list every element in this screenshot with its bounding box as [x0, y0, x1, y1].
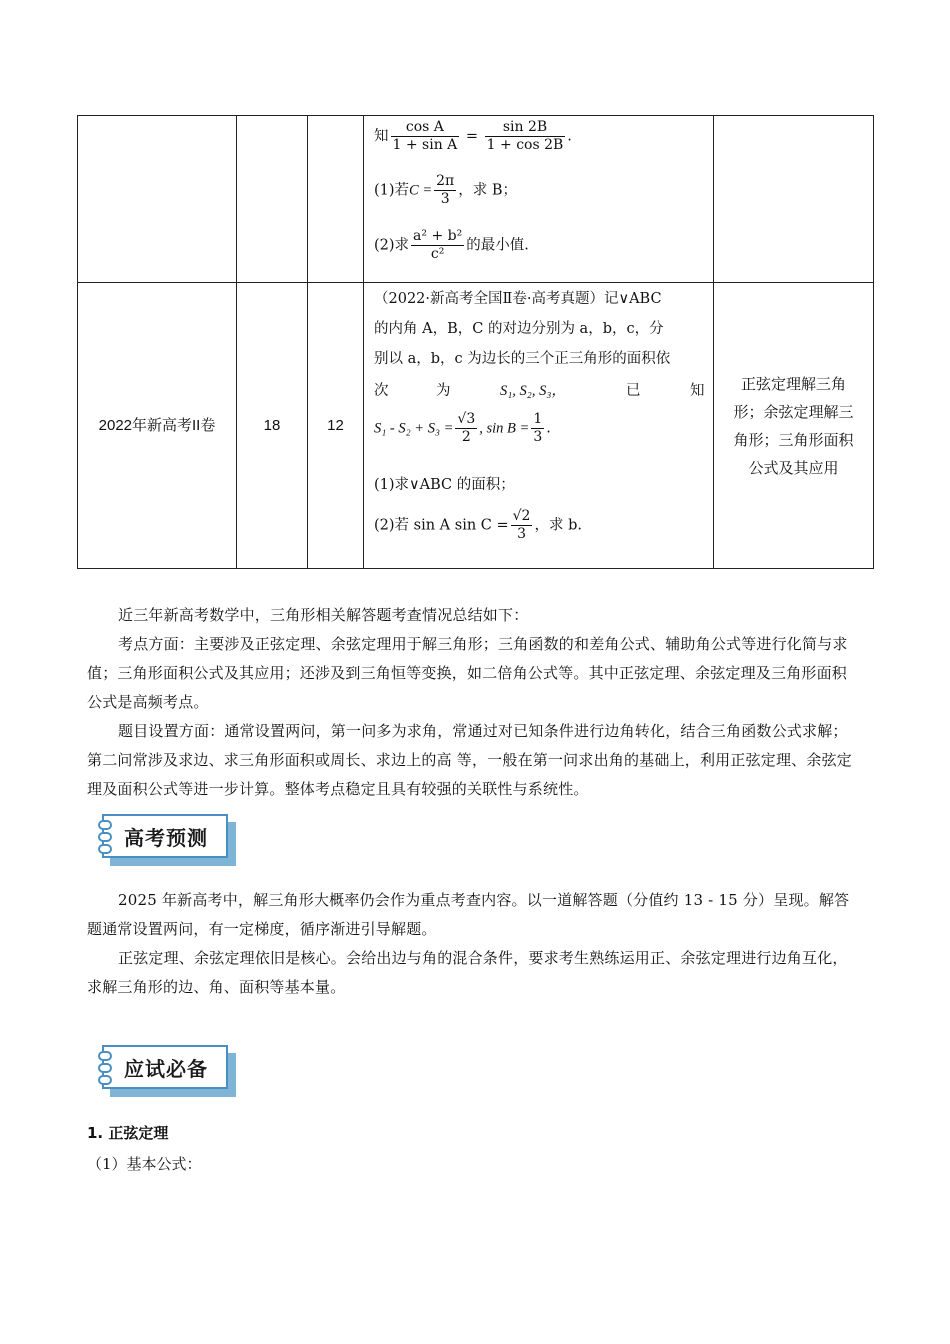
- math-expr: , sin B =: [479, 420, 530, 437]
- question-cell: [364, 283, 714, 569]
- question-part1: (1)求∨ABC 的面积；: [374, 477, 515, 493]
- section-badge-essentials: [102, 1045, 236, 1097]
- math-var: C =: [409, 182, 433, 199]
- text: .: [567, 128, 572, 145]
- paragraph: 近三年新高考数学中，三角形相关解答题考查情况总结如下：: [118, 606, 529, 624]
- equals-sign: =: [465, 128, 479, 145]
- text: 知: [374, 128, 389, 145]
- fraction: [411, 228, 464, 263]
- section-heading: 1. 正弦定理: [87, 1124, 169, 1142]
- fraction-denominator: 3: [533, 429, 543, 445]
- fraction-denominator: 3: [440, 191, 450, 207]
- binder-ring-icon: [98, 1075, 112, 1085]
- table-row: [78, 283, 874, 569]
- topics-line: 角形；三角形面积: [733, 430, 854, 449]
- fraction-denominator: 1 + cos 2B: [486, 137, 564, 153]
- score-cell: [308, 283, 364, 569]
- subsection-label: （1）基本公式：: [87, 1155, 202, 1173]
- paragraph: 考点方面：主要涉及正弦定理、余弦定理用于解三角形；三角函数的和差角公式、辅助角公式等进行化简与求值；三角形面积公式及其应用；还涉及到三角恒等变换，如二倍角公式等。其中正弦定理、余弦定理及三角形面积公式是高频考点。: [87, 635, 848, 711]
- fraction-numerator: 2π: [436, 173, 455, 189]
- exam-cell: [78, 283, 237, 569]
- question-score: 12: [327, 417, 344, 434]
- question-cell: [364, 116, 714, 283]
- fraction: [391, 119, 460, 154]
- binder-ring-icon: [98, 844, 112, 854]
- topics-cell: [714, 283, 874, 569]
- fraction-numerator: 1: [533, 411, 543, 427]
- summary-section: [87, 601, 857, 804]
- question-given: [374, 119, 572, 154]
- question-part2: [374, 228, 529, 263]
- prediction-section: [87, 886, 857, 1002]
- topics-line: 正弦定理解三角: [740, 374, 846, 393]
- topics-line: 形；余弦定理解三: [733, 402, 854, 421]
- text: 已: [626, 383, 641, 399]
- question-line: 别以 a，b，c 为边长的三个正三角形的面积依: [374, 351, 671, 367]
- question-line: 的内角 A，B，C 的对边分别为 a，b，c，分: [374, 321, 664, 337]
- text: .: [546, 420, 551, 437]
- topics-cell: [714, 116, 874, 283]
- exam-name: 2022年新高考II卷: [98, 416, 216, 434]
- exam-cell: [78, 116, 237, 283]
- fraction: [511, 508, 533, 543]
- fraction-numerator: a² + b²: [413, 228, 463, 244]
- fraction-numerator: √3: [457, 411, 476, 427]
- fraction-denominator: c²: [430, 246, 445, 262]
- fraction-denominator: 2: [461, 429, 471, 445]
- number-cell: [237, 116, 308, 283]
- table-row: [78, 116, 874, 283]
- binder-ring-icon: [98, 832, 112, 842]
- topics-line: 公式及其应用: [748, 458, 839, 477]
- text: 知: [690, 383, 705, 399]
- question-line: [374, 411, 551, 446]
- topics-text: [714, 370, 873, 482]
- question-line: （2022·新高考全国Ⅱ卷·高考真题）记∨ABC: [374, 291, 662, 307]
- text: (1)若: [374, 182, 410, 199]
- math-expr: S₁ - S₂ + S₃ =: [374, 420, 454, 437]
- fraction: [485, 119, 566, 154]
- fraction-denominator: 1 + sin A: [392, 137, 458, 153]
- fraction-numerator: sin 2B: [485, 119, 566, 137]
- text: 的最小值.: [466, 237, 529, 254]
- section-badge-prediction: [102, 814, 236, 866]
- fraction-numerator: cos A: [391, 119, 460, 137]
- exam-table: [77, 115, 874, 569]
- number-cell: [237, 283, 308, 569]
- badge-title: 高考预测: [124, 826, 208, 850]
- question-number: 18: [263, 417, 281, 434]
- fraction-denominator: 3: [517, 526, 527, 542]
- score-cell: [308, 116, 364, 283]
- fraction: [455, 411, 477, 446]
- fraction: [531, 411, 544, 446]
- text: ，求 b.: [534, 517, 582, 534]
- text: 为: [436, 383, 451, 399]
- text: ，求 B；: [458, 182, 518, 199]
- question-part2: [374, 508, 582, 543]
- text: (2)求: [374, 237, 410, 254]
- question-part1: [374, 173, 517, 208]
- paragraph: 正弦定理、余弦定理依旧是核心。会给出边与角的混合条件，要求考生熟练运用正、余弦定理进行边角互化，求解三角形的边、角、面积等基本量。: [87, 949, 848, 996]
- fraction: [434, 173, 456, 208]
- paragraph: 2025 年新高考中，解三角形大概率仍会作为重点考查内容。以一道解答题（分值约 13 - 15 分）呈现。解答题通常设置两问，有一定梯度，循序渐进引导解题。: [87, 891, 850, 938]
- binder-ring-icon: [98, 1051, 112, 1061]
- math-expr: S₁, S₂, S₃，: [500, 383, 566, 399]
- fraction-numerator: √2: [512, 508, 531, 524]
- binder-ring-icon: [98, 820, 112, 830]
- binder-ring-icon: [98, 1063, 112, 1073]
- badge-title: 应试必备: [124, 1057, 208, 1081]
- paragraph: 题目设置方面：通常设置两问，第一问多为求角，常通过对已知条件进行边角转化，结合三角函数公式求解；第二问常涉及求边、求三角形面积或周长、求边上的高 等，一般在第一问求出角的基础上，利用正弦定理、余弦定理及面积公式等进一步计算。整体考点稳定且具有较强的关联性与系统性。: [87, 722, 852, 798]
- text: (2)若 sin A sin C =: [374, 517, 509, 534]
- text: 次: [374, 383, 389, 399]
